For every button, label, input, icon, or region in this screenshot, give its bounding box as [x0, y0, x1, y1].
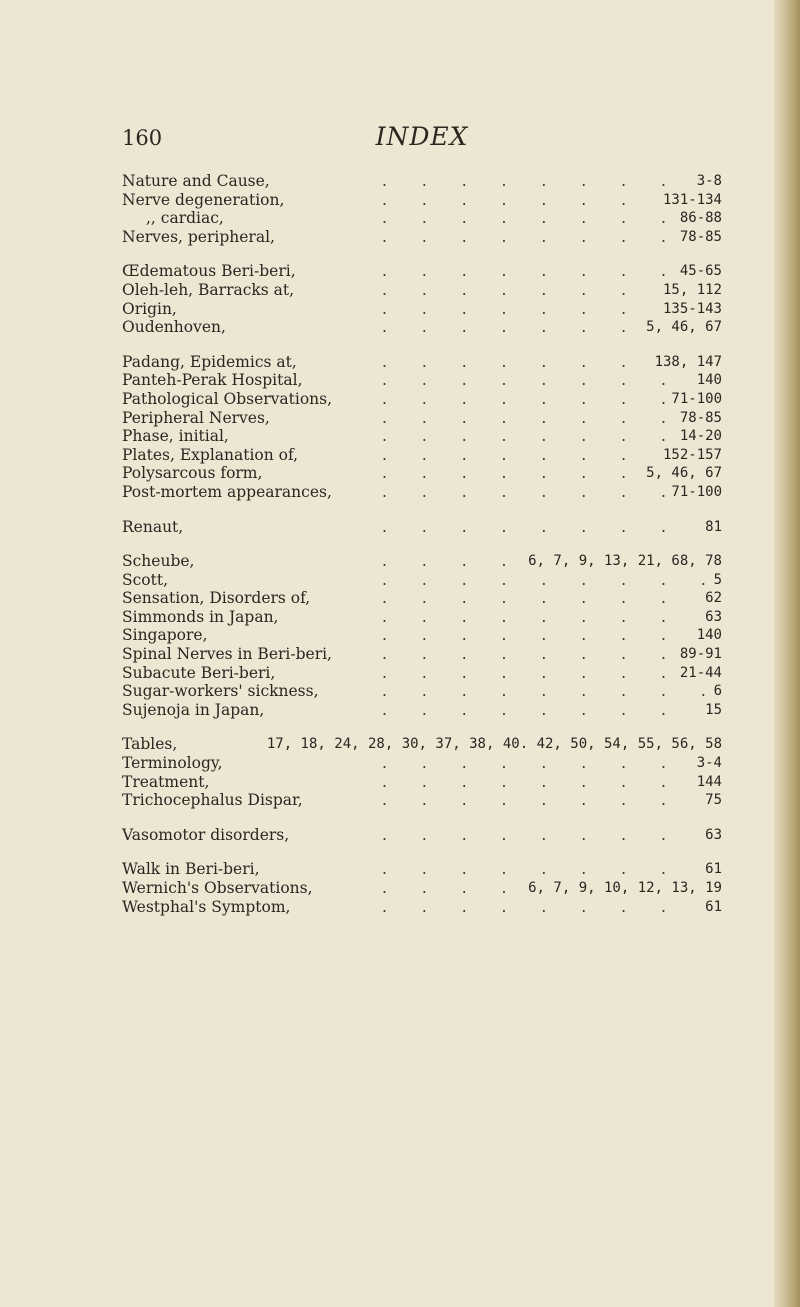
index-entry [122, 353, 722, 372]
page-references: 86-88 [674, 209, 722, 228]
index-term: Œdematous Beri-beri, [122, 262, 300, 281]
page-references: 78-85 [674, 228, 722, 247]
index-term: Westphal's Symptom, [122, 898, 294, 917]
index-term: Pathological Observations, [122, 390, 336, 409]
index-term: Nerves, peripheral, [122, 228, 279, 247]
page-header [122, 122, 722, 158]
index-entry [122, 682, 722, 701]
index-entry [122, 209, 722, 228]
index-entry [122, 860, 722, 879]
index-term: Spinal Nerves in Beri-beri, [122, 645, 336, 664]
index-term: Walk in Beri-beri, [122, 860, 264, 879]
page-references: 61 [699, 860, 722, 879]
page-references: 71-100 [665, 390, 722, 409]
page-references: 6, 7, 9, 13, 21, 68, 78 [522, 552, 722, 571]
index-term: Nature and Cause, [122, 172, 274, 191]
index-entry [122, 664, 722, 683]
running-title: INDEX [375, 122, 469, 151]
index-entry [122, 172, 722, 191]
index-entry [122, 826, 722, 845]
index-entry [122, 228, 722, 247]
dot-leader [122, 571, 722, 590]
index-term: Scott, [122, 571, 172, 590]
page-references: 78-85 [674, 409, 722, 428]
index-term: Renaut, [122, 518, 187, 537]
index-entry [122, 318, 722, 337]
index-entry [122, 518, 722, 537]
index-group [122, 860, 722, 916]
index-term: Scheube, [122, 552, 198, 571]
index-entry [122, 191, 722, 210]
index-entry [122, 754, 722, 773]
page-references: 15, 112 [657, 281, 722, 300]
page-references: 131-134 [657, 191, 722, 210]
index-term: Vasomotor disorders, [122, 826, 293, 845]
index-entry [122, 645, 722, 664]
index-entry [122, 571, 722, 590]
index-term: Padang, Epidemics at, [122, 353, 301, 372]
page-references: 6 [708, 682, 722, 701]
page-references: 71-100 [665, 483, 722, 502]
page-references: 75 [699, 791, 722, 810]
index-entry [122, 390, 722, 409]
page-references: 140 [691, 371, 722, 390]
index-entry [122, 281, 722, 300]
dot-leader [122, 518, 722, 537]
page-references: 3-8 [691, 172, 722, 191]
page-edge [774, 0, 800, 1307]
page-references: 135-143 [657, 300, 722, 319]
index-entry [122, 791, 722, 810]
index-entry [122, 262, 722, 281]
page-references: 6, 7, 9, 10, 12, 13, 19 [522, 879, 722, 898]
index-group [122, 518, 722, 537]
index-body [122, 172, 722, 932]
dot-leader [122, 626, 722, 645]
page-references: 5, 46, 67 [640, 464, 722, 483]
page-references: 15 [699, 701, 722, 720]
page-references: 140 [691, 626, 722, 645]
page-references: 61 [699, 898, 722, 917]
index-group [122, 262, 722, 336]
index-entry [122, 300, 722, 319]
page-references: 14-20 [674, 427, 722, 446]
page-references: 81 [699, 518, 722, 537]
index-entry [122, 409, 722, 428]
index-entry [122, 898, 722, 917]
index-entry [122, 735, 722, 754]
index-group [122, 353, 722, 502]
index-term: Sugar-workers' sickness, [122, 682, 323, 701]
page-references: 3-4 [691, 754, 722, 773]
index-term: Tables, [122, 735, 181, 754]
index-entry [122, 879, 722, 898]
index-term: Post-mortem appearances, [122, 483, 336, 502]
index-entry [122, 608, 722, 627]
index-term: Plates, Explanation of, [122, 446, 302, 465]
page-references: 45-65 [674, 262, 722, 281]
index-entry [122, 773, 722, 792]
page-references: 17, 18, 24, 28, 30, 37, 38, 40. 42, 50, 54, 55, 56, 58 [261, 735, 722, 754]
index-term: Sujenoja in Japan, [122, 701, 268, 720]
index-entry [122, 483, 722, 502]
index-entry [122, 427, 722, 446]
index-term: Singapore, [122, 626, 212, 645]
index-entry [122, 371, 722, 390]
page-references: 5, 46, 67 [640, 318, 722, 337]
index-term: Wernich's Observations, [122, 879, 317, 898]
index-group [122, 735, 722, 809]
page-references: 144 [691, 773, 722, 792]
page-references: 138, 147 [649, 353, 722, 372]
index-term: Treatment, [122, 773, 213, 792]
page-references: 152-157 [657, 446, 722, 465]
index-entry [122, 626, 722, 645]
index-entry [122, 446, 722, 465]
index-group [122, 826, 722, 845]
index-term: Oudenhoven, [122, 318, 230, 337]
index-term: ,, cardiac, [146, 209, 228, 228]
index-entry [122, 464, 722, 483]
index-entry [122, 589, 722, 608]
index-term: Oleh-leh, Barracks at, [122, 281, 298, 300]
index-group [122, 172, 722, 246]
index-term: Polysarcous form, [122, 464, 266, 483]
index-term: Nerve degeneration, [122, 191, 288, 210]
index-term: Phase, initial, [122, 427, 233, 446]
dot-leader [122, 300, 722, 319]
index-term: Sensation, Disorders of, [122, 589, 314, 608]
page-references: 21-44 [674, 664, 722, 683]
index-term: Peripheral Nerves, [122, 409, 274, 428]
page-references: 62 [699, 589, 722, 608]
page-references: 63 [699, 826, 722, 845]
index-entry [122, 701, 722, 720]
page-references: 5 [708, 571, 722, 590]
index-group [122, 552, 722, 719]
index-term: Simmonds in Japan, [122, 608, 282, 627]
page-references: 63 [699, 608, 722, 627]
page-references: 89-91 [674, 645, 722, 664]
page-number: 160 [122, 126, 163, 150]
index-term: Origin, [122, 300, 181, 319]
index-entry [122, 552, 722, 571]
index-term: Subacute Beri-beri, [122, 664, 279, 683]
index-term: Terminology, [122, 754, 227, 773]
index-term: Trichocephalus Dispar, [122, 791, 307, 810]
index-term: Panteh-Perak Hospital, [122, 371, 307, 390]
